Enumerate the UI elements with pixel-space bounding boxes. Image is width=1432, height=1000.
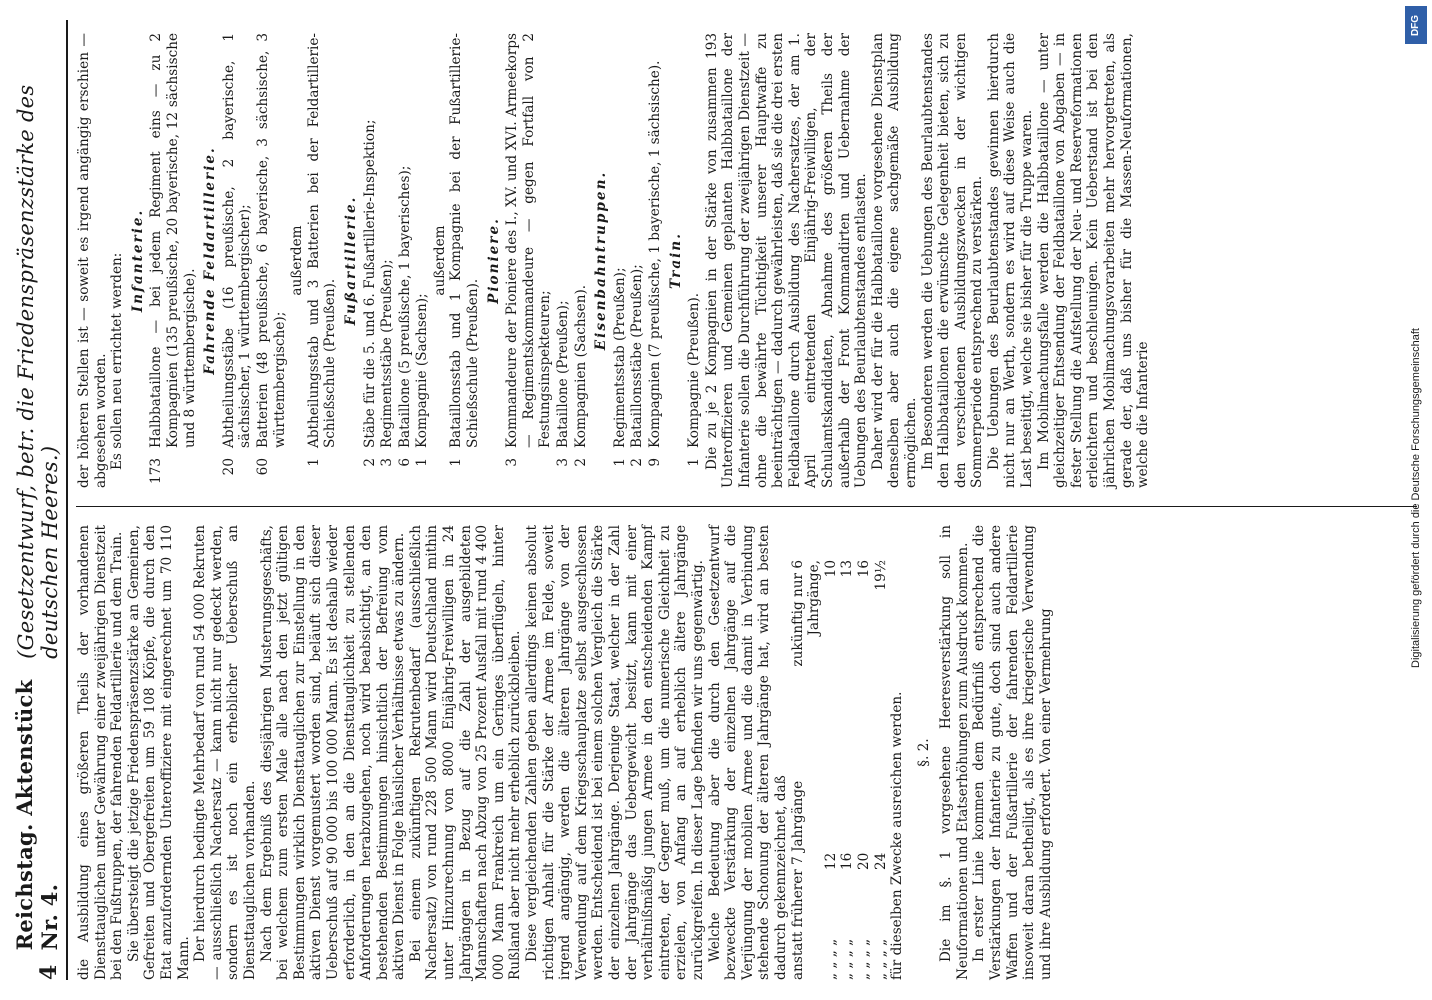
- paragraph: Im Besonderen werden die Uebungen des Beurlaubtenstandes den Halbbataillonen die erwünschte Gelegenheit bieten, sich zu den verschiedenen Ausbildungszwecken in der wichtigen Sommerperiode entsprechend zu verstärken.: [919, 33, 986, 488]
- heading-pioniere: Pioniere.: [485, 217, 502, 304]
- list-item: 3 Bataillone (Preußen);: [555, 300, 572, 467]
- list-item: 20 Abtheilungsstäbe (16 preußische, 2 bayerische, 1 sächsischer, 1 württembergischer);: [220, 33, 254, 476]
- page-number: 4: [36, 964, 62, 980]
- section-heading: §. 2.: [915, 738, 932, 767]
- dfg-sidebar: [1403, 0, 1429, 1000]
- column-divider: [76, 506, 1417, 507]
- year-row: „ „ „ „ 24 19½: [872, 560, 889, 980]
- paragraph: In erster Linie kommen dem Bedürfniß entsprechend die Verstärkungen der Infanterie zu gute, doch sind auch andere Waffen und der Fußartillerie der fahrenden Feldartillerie insoweit daran betheiligt, als es ihre kriegerische Verwendung und ihre Ausbildung erfordert. Von einer Vermehrung: [971, 525, 1054, 980]
- paragraph: Daher wird der für die Halbbataillone vorgesehene Dienstplan denselben aber auch die eigene sachgemäße Ausbildung ermöglichen.: [869, 33, 919, 488]
- list-item: 3 Kommandeure der Pioniere des I., XV. und XVI. Armeekorps — Regimentskommandeure — gegen Fortfall von 2 Festungsinspekteuren;: [504, 33, 554, 467]
- paragraph: Sie übersteigt die jetzige Friedenspräsenzstärke an Gemeinen, Gefreiten und Obergefreiten um 59 108 Köpfe, die durch den Etat anzufordernden Unteroffiziere mit eingerechnet um 70 110 Mann.: [125, 525, 192, 980]
- list-item: 1 Regimentsstab (Preußen);: [611, 267, 628, 467]
- paragraph: Welche Bedeutung aber die durch den Gesetzentwurf bezweckte Verstärkung der einzelnen Jahrgänge auf die Verjüngung der mobilen Armee und die damit in Verbindung stehende Schonung der älteren Jahrgänge hat, wird an besten dadurch gekennzeichnet, daß: [706, 525, 789, 980]
- heading-fussartillerie: Fußartillerie.: [342, 195, 359, 326]
- paragraph: Der hierdurch bedingte Mehrbedarf von rund 54 000 Rekruten — ausschließlich Nachersatz — kann nicht nur gedeckt werden, sondern es ist noch ein erheblicher Ueberschuß an Diensttauglichen vorhanden.: [192, 525, 258, 980]
- list-item: 6 Bataillone (5 preußische, 1 bayerisches);: [396, 165, 413, 467]
- heading-infanterie: Infanterie.: [129, 208, 146, 313]
- list-item: 2 Stäbe für die 5. und 6. Fußartillerie-Inspektion;: [361, 119, 378, 467]
- year-table: [790, 525, 890, 980]
- list-item: 60 Batterien (48 preußische, 6 bayerische, 3 sächsische, 3 württembergische);: [254, 33, 288, 476]
- paragraph: Diese vergleichenden Zahlen geben allerdings keinen absolut richtigen Anhalt für die Stärke der Armee im Felde, soweit irgend angängig, werden die älteren Jahrgänge von der Verwendung auf dem Kriegsschauplatze selbst ausgeschlossen werden. Entscheidend ist bei einem solchen Vergleich die Stärke der einzelnen Jahrgänge. Derjenige Staat, welcher in der Zahl der Jahrgänge das Uebergewicht besitzt, kann mit einer verhältnißmäßig jungen Armee in den entscheidenden Kampf eintreten, der Gegner muß, um die numerische Gleichheit zu erzielen, von Anfang an auf erheblich ältere Jahrgänge zurückgreifen. In dieser Lage befinden wir uns gegenwärtig.: [524, 525, 706, 980]
- paragraph: Nach dem Ergebniß des diesjährigen Musterungsgeschäfts, bei welchem zum ersten Male alle nach den jetzt gültigen Bestimmungen wirklich Diensttauglichen zur Einstellung in den aktiven Dienst vorgemustert worden sind, beläuft sich dieser Ueberschuß auf 90 000 bis 100 000 Mann. Es ist deshalb wieder erforderlich, in den an die Diensttauglichkeit zu stellenden Anforderungen herabzugehen, noch wird beabsichtigt, an den bestehenden Bestimmungen hinsichtlich der Befreiung vom aktiven Dienst in Folge häuslicher Verhältnisse etwas zu ändern.: [258, 525, 408, 980]
- dfg-logo: DFG: [1405, 6, 1427, 44]
- paragraph: für dieselben Zwecke ausreichen werden.: [889, 691, 906, 980]
- list-item-note: außerdem: [289, 225, 306, 296]
- heading-feldartillerie: Fahrende Feldartillerie.: [202, 146, 219, 375]
- list-item: 9 Kompagnien (7 preußische, 1 bayerische, 1 sächsische).: [647, 60, 663, 467]
- list-item: 2 Bataillonsstäbe (Preußen);: [629, 264, 646, 467]
- dfg-credit: Digitalisierung gefördert durch die Deutsche Forschungsgemeinschaft: [1410, 328, 1422, 668]
- heading-eisenbahntruppen: Eisenbahntruppen.: [593, 170, 610, 351]
- list-item: 1 Bataillonsstab und 1 Kompagnie bei der Fußartillerie-Schießschule (Preußen).: [448, 33, 482, 467]
- paragraph: Die im §. 1 vorgesehene Heeresverstärkung soll in Neuformationen und Etatserhöhungen zum Ausdruck kommen.: [938, 525, 971, 980]
- year-row: „ „ „ „ 16 13: [839, 560, 856, 980]
- heading-train: Train.: [667, 232, 684, 289]
- paragraph: Im Mobilmachungsfalle werden die Halbbataillone — unter gleichzeitiger Entsendung der Feldbataillone von Abgaben — in fester Stellung die Aufstellung der Neu- und Reserveformationen erleichtern und beschleunigen. Kein Ueberstand ist bei den jährlichen Mobilmachungsvorarbeiten mehr hervorgetreten, als gerade der, daß uns bisher für die Massen-Neuformationen, welche die Infanterie: [1035, 33, 1152, 488]
- list-item: 1 Abtheilungsstab und 3 Batterien bei der Feldartillerie-Schießschule (Preußen).: [305, 33, 339, 467]
- list-item-note: außerdem: [431, 225, 448, 296]
- list-item: 1 Kompagnie (Preußen).: [686, 292, 703, 467]
- paragraph: die Ausbildung eines größeren Theils der vorhandenen Diensttauglichen unter Gewährung einer zweijährigen Dienstzeit bei den Fußtruppen, der fahrenden Feldartillerie und dem Train.: [76, 525, 126, 980]
- list-item: 2 Kompagnien (Sachsen).: [572, 284, 589, 467]
- right-column: [76, 33, 1417, 488]
- paragraph: Die zu je 2 Kompagnien in der Stärke von zusammen 193 Unteroffizieren und Gemeinen geplanten Halbbataillone der Infanterie sollen die Durchführung der zweijährigen Dienstzeit — ohne die bewährte Tüchtigkeit unserer Hauptwaffe zu beeinträchtigen — dadurch gewährleisten, daß sie die drei ersten Feldbataillone durch Ausbildung des Nachersatzes, der am 1. April eintretenden Einjährig-Freiwilligen, der Schulamtskandidaten, Abnahme des größeren Theils der außerhalb der Front Kommandirten und Uebernahme der Uebungen des Beurlaubtenstandes entlasten.: [703, 33, 870, 488]
- header-rule: [66, 20, 68, 980]
- left-column: [76, 525, 1417, 980]
- running-head: [12, 20, 62, 980]
- paragraph: Bei einem zukünftigen Rekrutenbedarf (ausschließlich Nachersatz) von rund 228 500 Mann wird Deutschland mithin unter Hinzurechnung von 8000 Einjährig-Freiwilligen in 24 Jahrgängen in Bezug auf die Zahl der ausgebildeten Mannschaften nach Abzug von 25 Prozent Ausfall mit rund 4 400 000 Mann Frankreich um ein Geringes überflügeln, hinter Rußland aber nicht mehr erheblich zurückbleiben.: [407, 525, 524, 980]
- running-head-subtitle: (Gesetzentwurf, betr. die Friedenspräsenzstärke des deutschen Heeres.): [14, 84, 62, 659]
- list-item: 3 Regimentsstäbe (Preußen);: [379, 259, 396, 467]
- year-row: „ „ „ „ 20 16: [855, 560, 872, 980]
- list-item: 173 Halbbataillone — bei jedem Regiment eins — zu 2 Kompagnien (135 preußische, 20 bayerische, 12 sächsische und 8 württembergische).: [148, 33, 198, 484]
- year-row: anstatt früherer 7 Jahrgänge zukünftig nur 6 Jahrgänge,: [789, 560, 823, 980]
- paragraph: Die Uebungen des Beurlaubtenstandes gewinnen hierdurch nicht nur an Werth, sondern es wird auf diese Weise auch die Last beseitigt, welche sie bisher für die Truppe waren.: [985, 33, 1036, 488]
- running-head-title: Reichstag. Aktenstück Nr. 4.: [12, 679, 62, 951]
- paragraph: Es sollen neu errichtet werden:: [109, 252, 126, 470]
- list-item: 1 Kompagnie (Sachsen);: [414, 293, 431, 467]
- paragraph: der höheren Stellen ist — soweit es irgend angängig erschien — abgesehen worden.: [76, 33, 109, 488]
- year-row: „ „ „ „ 12 10: [822, 560, 839, 980]
